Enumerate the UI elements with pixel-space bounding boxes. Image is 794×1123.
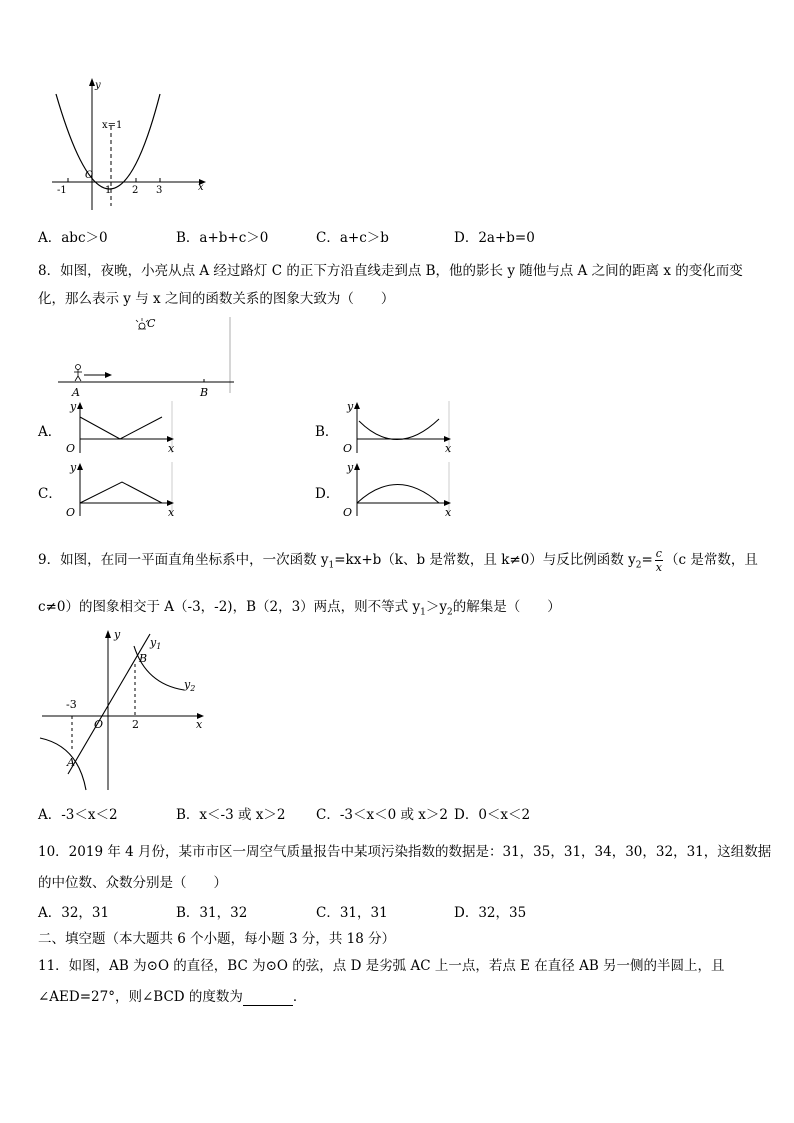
q8-b-o: O — [343, 442, 353, 455]
q9-y2-sub: 2 — [190, 684, 196, 693]
q9-l2-a: c≠0）的图象相交于 A（-3，-2)，B（2，3）两点，则不等式 y — [38, 599, 421, 615]
q9-text-d: （c 是常数，且 — [664, 552, 758, 568]
q8-stem-line1: 8．如图，夜晚，小亮从点 A 经过路灯 C 的正下方沿直线走到点 B，他的影长 y 随他与点 A 之间的距离 x 的变化而变 — [38, 263, 743, 279]
q8-d-x: x — [445, 506, 452, 518]
q7-axis-line-label: x=1 — [102, 120, 123, 131]
q8-c-o: O — [66, 506, 76, 518]
q8-lamp-label: C — [147, 317, 156, 330]
q7-tick-2: 2 — [132, 185, 139, 196]
q9-text-c: = — [641, 552, 653, 568]
q9-stem-line1 — [38, 545, 758, 575]
q8-a-y: y — [70, 400, 77, 413]
q10-option-c[interactable]: C．31，31 — [316, 905, 388, 921]
q8-option-c-graph[interactable] — [60, 460, 180, 518]
q9-l2-sub1: 1 — [420, 607, 426, 618]
q7-option-a[interactable]: A．abc＞0 — [38, 230, 108, 246]
q9-point-b: B — [139, 652, 148, 665]
q9-option-d[interactable]: D．0＜x＜2 — [454, 807, 531, 823]
q9-x-label: x — [196, 718, 203, 731]
q9-option-c[interactable]: C．-3＜x＜0 或 x＞2 — [316, 807, 448, 823]
q9-option-b[interactable]: B．x＜-3 或 x＞2 — [176, 807, 286, 823]
q7-tick-3: 3 — [156, 185, 163, 196]
q8-c-x: x — [168, 506, 175, 518]
q7-origin-label: O — [85, 170, 94, 181]
q7-x-label: x — [198, 182, 204, 193]
q11-l2-a: ∠AED=27°，则∠BCD 的度数为 — [38, 989, 243, 1005]
q8-option-a-letter[interactable]: A． — [38, 424, 62, 440]
q7-parabola-graph — [48, 74, 212, 214]
q9-y1-text: y — [150, 636, 157, 649]
q8-end-label: B — [200, 386, 209, 399]
q8-b-x: x — [445, 442, 452, 455]
q9-sub-2: 2 — [635, 560, 642, 571]
q9-fraction — [655, 547, 663, 574]
q9-tick-2: 2 — [132, 718, 139, 731]
q9-y2-label — [183, 678, 195, 693]
q8-option-d-graph[interactable] — [337, 460, 457, 518]
q10-option-b[interactable]: B．31，32 — [176, 905, 248, 921]
q9-option-a[interactable]: A．-3＜x＜2 — [38, 807, 118, 823]
q8-start-label: A — [72, 386, 80, 399]
q7-tick-1: 1 — [105, 185, 112, 196]
q10-stem-line2: 的中位数、众数分别是（ ） — [38, 875, 227, 891]
q7-option-d[interactable]: D．2a+b=0 — [454, 230, 535, 246]
q9-stem-line2 — [38, 598, 561, 622]
q8-a-o: O — [66, 442, 76, 455]
q8-option-b-graph[interactable] — [337, 399, 457, 457]
q7-option-c[interactable]: C．a+c＞b — [316, 230, 389, 246]
q9-l2-c: 的解集是（ ） — [452, 599, 561, 615]
q9-y2-text: y — [184, 678, 191, 691]
q9-point-a: A — [67, 756, 75, 769]
q7-tick-m1: -1 — [57, 185, 67, 196]
q9-l2-sub2: 2 — [446, 607, 453, 618]
q8-d-o: O — [343, 506, 353, 518]
q9-y1-label — [149, 636, 161, 651]
q11-stem-line2 — [38, 988, 306, 1006]
q8-option-c-letter[interactable]: C． — [38, 486, 62, 502]
section-fill-blank-heading: 二、填空题（本大题共 6 个小题，每小题 3 分，共 18 分） — [38, 931, 396, 947]
q7-y-label: y — [95, 80, 101, 91]
q9-sub-1: 1 — [328, 560, 335, 571]
q11-stem-line1: 11．如图，AB 为⊙O 的直径，BC 为⊙O 的弦，点 D 是劣弧 AC 上一点，若点 E 在直径 AB 另一侧的半圆上，且 — [38, 958, 725, 974]
q9-l2-b: ＞y — [425, 599, 447, 615]
q7-option-b[interactable]: B．a+b+c＞0 — [176, 230, 269, 246]
q9-text-b: =kx+b（k、b 是常数，且 k≠0）与反比例函数 y — [334, 552, 636, 568]
q11-answer-blank[interactable] — [243, 992, 293, 1006]
q10-option-a[interactable]: A．32，31 — [38, 905, 110, 921]
q8-option-b-letter[interactable]: B． — [315, 424, 339, 440]
q11-l2-b: ． — [292, 989, 307, 1005]
q9-y1-sub: 1 — [156, 642, 162, 651]
q8-scene-figure — [54, 315, 236, 401]
q8-option-d-letter[interactable]: D． — [315, 486, 340, 502]
q8-person-icon — [74, 365, 82, 382]
q9-coordinate-graph — [38, 624, 214, 794]
q8-d-y: y — [347, 461, 354, 474]
q8-stem-line2: 化，那么表示 y 与 x 之间的函数关系的图象大致为（ ） — [38, 291, 395, 307]
q9-origin-label: O — [94, 718, 104, 731]
q8-b-y: y — [347, 400, 354, 413]
q8-c-y: y — [70, 461, 77, 474]
q9-frac-den: x — [655, 561, 662, 574]
q9-frac-num: c — [655, 547, 662, 560]
q10-option-d[interactable]: D．32，35 — [454, 905, 527, 921]
q10-stem-line1: 10．2019 年 4 月份，某市市区一周空气质量报告中某项污染指数的数据是：31，35，31，34，30，32，31，这组数据 — [38, 844, 772, 860]
q9-tick-m3: -3 — [66, 698, 77, 711]
q8-option-a-graph[interactable] — [60, 399, 180, 457]
q9-y-label: y — [114, 628, 121, 641]
q8-a-x: x — [168, 442, 175, 455]
q9-text-a: 9．如图，在同一平面直角坐标系中，一次函数 y — [38, 552, 329, 568]
